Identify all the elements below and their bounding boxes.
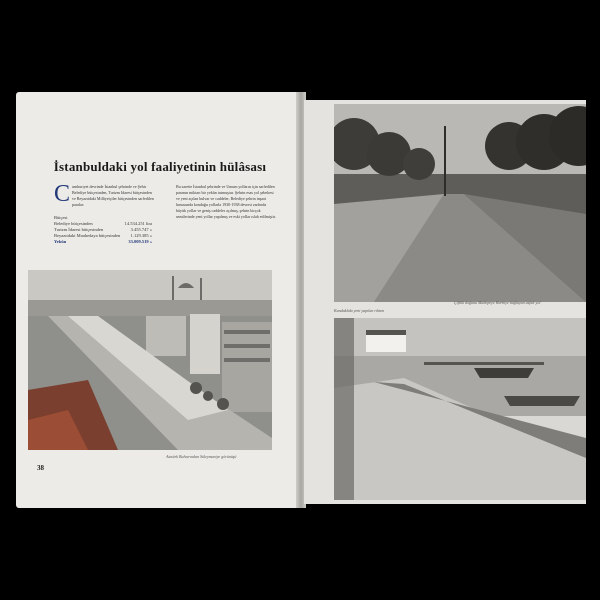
tree-road-photo bbox=[334, 104, 586, 302]
text-column-left bbox=[54, 181, 154, 208]
body-text-right: Bu sarette İstanbul şehrinde ve Umum yolların için sarfedilen paranın miktarı bir yekûn tutmuştur. Şehrin esas yol şebekesi ve yeni açılan bulvar ve caddeler, Belediye şehrin inşaat hususunda konduğu yollarla 1930-1938 devresi zarfında büyük yollar ve geniş caddeler açılmış, şehrin birçok semtlerinde yeni yollar yapılmış ve eski yollar ıslah edilmiştir. bbox=[176, 184, 276, 219]
stats-label: Turizm İdaresi bütçesinden bbox=[54, 227, 104, 232]
stats-total-row bbox=[54, 239, 152, 245]
page-number: 38 bbox=[37, 464, 44, 472]
caption-right: Çiftlik doğunu Maltepeye Harbiye bağlayan asfalt yol bbox=[454, 300, 541, 305]
stats-value: 14.534.251 lira bbox=[124, 221, 152, 226]
boulevard-photo bbox=[28, 270, 272, 450]
expenditure-stats bbox=[54, 215, 152, 245]
stats-value: 1.129.385 » bbox=[130, 233, 152, 238]
stats-heading: Bütçesi bbox=[54, 215, 68, 220]
magazine-spread bbox=[16, 92, 586, 508]
text-column-right bbox=[176, 184, 276, 220]
stats-total-value: 33.009.519 » bbox=[128, 239, 152, 244]
caption-left: Kandaklıda yeni yapılan rıhtım bbox=[334, 308, 385, 313]
waterfront-photo bbox=[334, 318, 586, 500]
stats-total-label: Yekûn bbox=[54, 239, 67, 244]
body-text-left: umhuriyet devrinde İstanbul şehrinde ve Şehir Belediye bütçesinden, Turizm Idaresi bütçesinden ve Beyazıtdaki Milliyetçiler bütçesinden sarfedilen paralar: bbox=[72, 184, 154, 207]
left-page bbox=[16, 92, 300, 508]
right-page bbox=[304, 100, 586, 504]
stats-label: Belediye bütçesinden bbox=[54, 221, 93, 226]
stats-value: 3.455.747 » bbox=[130, 227, 152, 232]
page-title: İstanbuldaki yol faaliyetinin hülâsası bbox=[53, 159, 267, 174]
stats-label: Beyazıtdaki Muahedaya bütçesinden bbox=[54, 233, 121, 238]
photo-caption: Atatürk Bulvarından Süleymaniye görünüşü bbox=[166, 454, 237, 459]
drop-cap: C bbox=[54, 181, 71, 207]
